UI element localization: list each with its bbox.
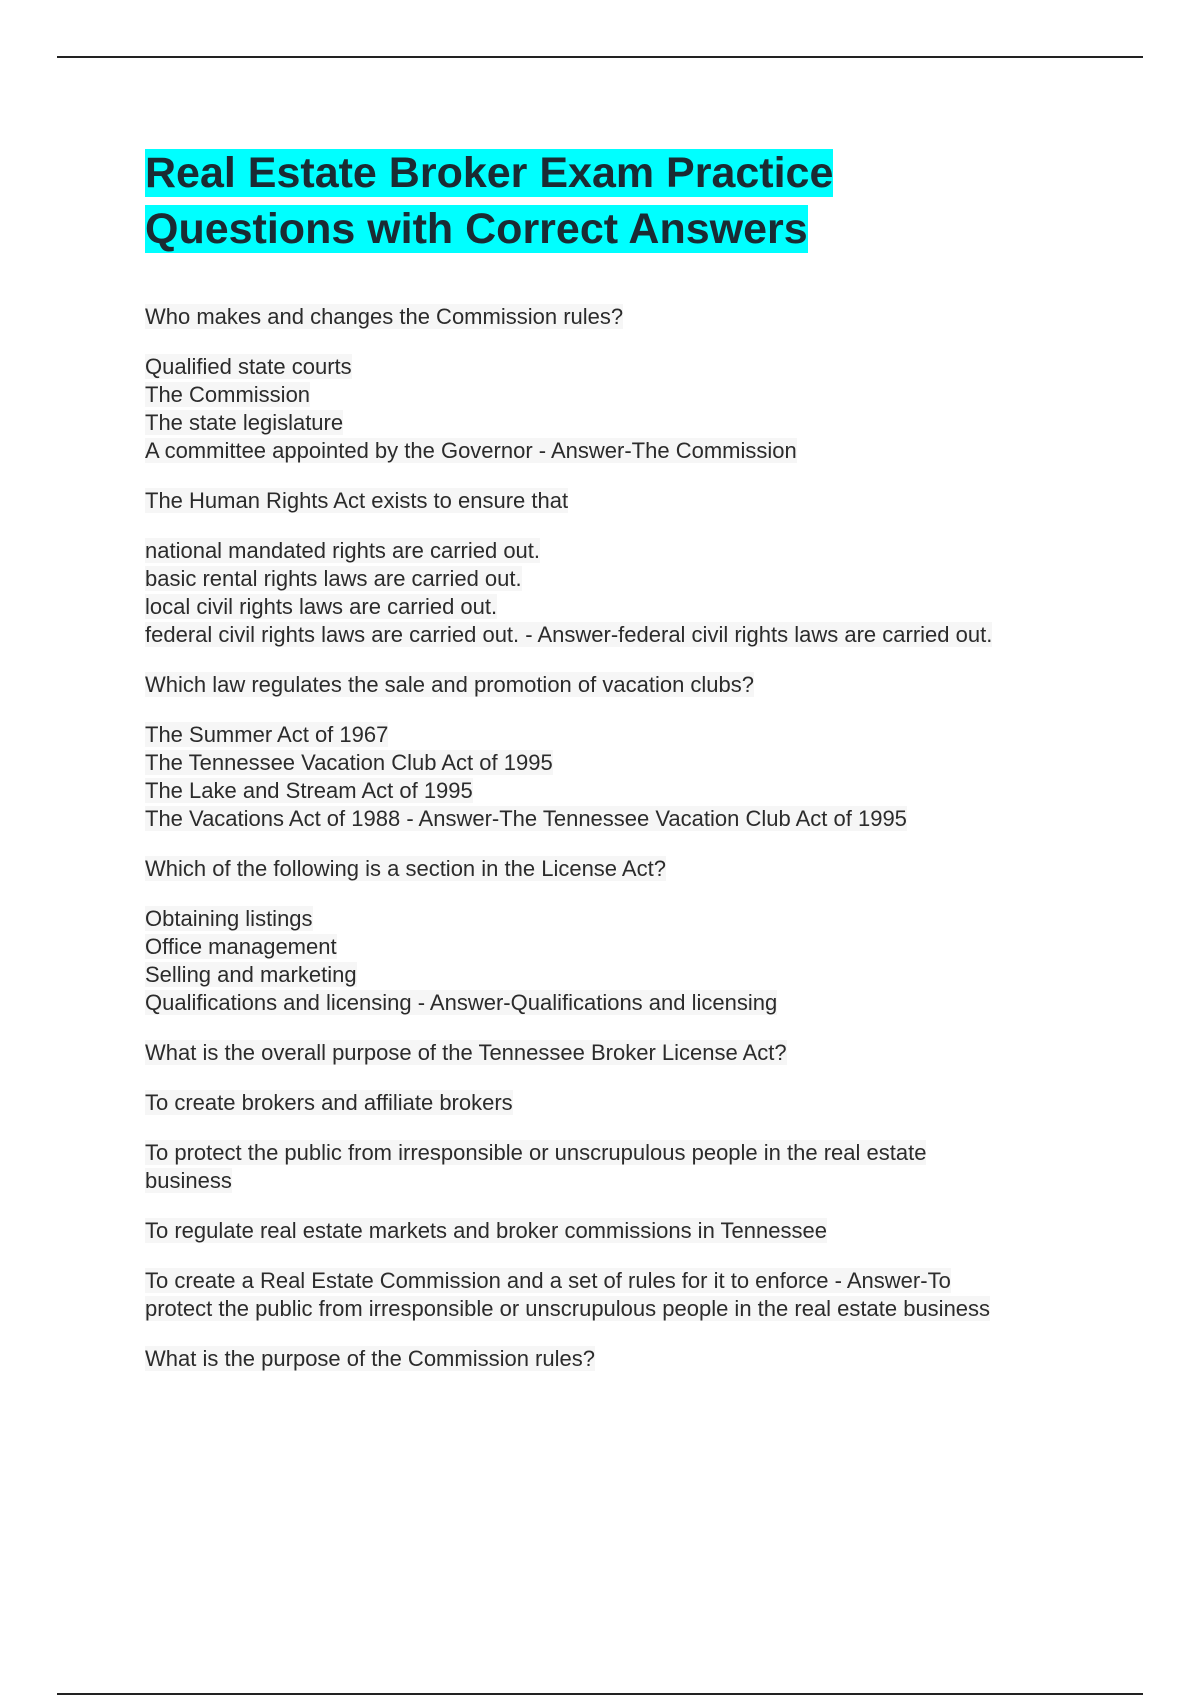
question-text: Who makes and changes the Commission rules?	[145, 304, 624, 329]
question-text: What is the overall purpose of the Tennessee Broker License Act?	[145, 1040, 787, 1065]
option-line-with-answer: The Vacations Act of 1988 - Answer-The Tennessee Vacation Club Act of 1995	[145, 806, 907, 831]
option-line-with-answer: To create a Real Estate Commission and a set of rules for it to enforce - Answer-To	[145, 1268, 951, 1293]
option-line: Obtaining listings	[145, 906, 313, 931]
options-list	[145, 721, 1105, 833]
bottom-rule	[57, 1693, 1143, 1695]
option-line: The state legislature	[145, 410, 344, 435]
option-line: national mandated rights are carried out.	[145, 538, 541, 563]
option-line-with-answer: A committee appointed by the Governor - Answer-The Commission	[145, 438, 797, 463]
option-line: Office management	[145, 934, 337, 959]
option-line: Selling and marketing	[145, 962, 357, 987]
question-text: What is the purpose of the Commission rules?	[145, 1346, 595, 1371]
option-paragraph	[145, 1217, 1105, 1245]
question-block	[145, 671, 1105, 833]
option-line: To regulate real estate markets and broker commissions in Tennessee	[145, 1218, 827, 1243]
question-text: Which law regulates the sale and promotion of vacation clubs?	[145, 672, 755, 697]
question-block	[145, 487, 1105, 649]
title-line-1: Real Estate Broker Exam Practice	[145, 149, 834, 197]
question-block	[145, 303, 1105, 465]
options-list	[145, 905, 1105, 1017]
option-line: basic rental rights laws are carried out.	[145, 566, 522, 591]
option-line: The Commission	[145, 382, 311, 407]
top-rule	[57, 56, 1143, 58]
document-page	[145, 145, 1105, 1395]
option-line-with-answer: protect the public from irresponsible or unscrupulous people in the real estate business	[145, 1296, 991, 1321]
option-line: To create brokers and affiliate brokers	[145, 1090, 513, 1115]
option-line: business	[145, 1168, 232, 1193]
option-line-with-answer: federal civil rights laws are carried out. - Answer-federal civil rights laws are carried out.	[145, 622, 993, 647]
option-paragraph	[145, 1089, 1105, 1117]
question-text: The Human Rights Act exists to ensure that	[145, 488, 569, 513]
question-text: Which of the following is a section in the License Act?	[145, 856, 666, 881]
question-block	[145, 1039, 1105, 1323]
option-line: Qualified state courts	[145, 354, 352, 379]
option-line: local civil rights laws are carried out.	[145, 594, 498, 619]
title-line-2: Questions with Correct Answers	[145, 205, 808, 253]
options-list	[145, 537, 1105, 649]
option-paragraph	[145, 1139, 1105, 1195]
option-line: The Tennessee Vacation Club Act of 1995	[145, 750, 553, 775]
option-line: The Summer Act of 1967	[145, 722, 389, 747]
options-list	[145, 353, 1105, 465]
option-line: The Lake and Stream Act of 1995	[145, 778, 473, 803]
document-title	[145, 145, 1105, 257]
question-block	[145, 855, 1105, 1017]
question-block	[145, 1345, 1105, 1373]
option-line-with-answer: Qualifications and licensing - Answer-Qualifications and licensing	[145, 990, 778, 1015]
option-line: To protect the public from irresponsible or unscrupulous people in the real estate	[145, 1140, 927, 1165]
option-paragraph-with-answer	[145, 1267, 1105, 1323]
